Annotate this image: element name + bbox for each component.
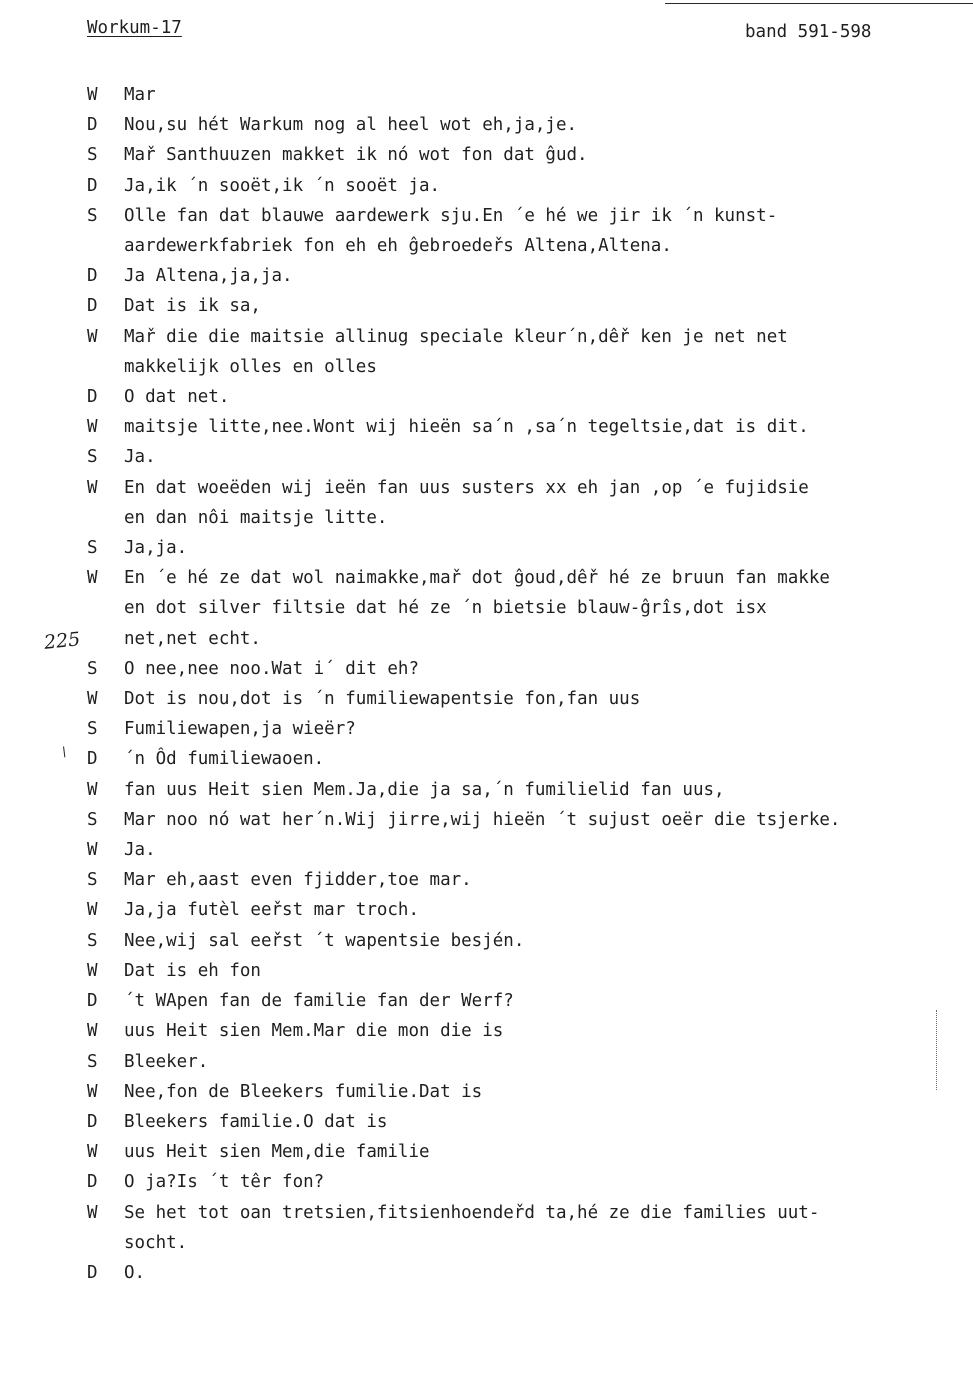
transcript-line [87,956,967,986]
utterance: Bleekers familie.O dat is [124,1111,388,1132]
speaker-code: D [87,387,98,408]
speaker-code: W [87,900,98,921]
transcript-line [87,684,967,714]
speaker-code: W [87,689,98,710]
transcript-line [87,110,967,140]
transcript-line [87,442,967,472]
utterance: uus Heit sien Mem,die familie [124,1142,430,1163]
transcript-line [87,1167,967,1197]
utterance: ´n Ôd fumiliewaoen. [124,749,325,770]
utterance: Se het tot oan tretsien,fitsienhoendeřd ta,hé ze die families uut- socht. [124,1202,820,1253]
transcript-line [87,563,967,654]
utterance: En dat woeëden wij ieën fan uus susters xx eh jan ,op ´e fujidsie en dan nôi maitsje litte. [124,477,809,528]
utterance: Bleeker. [124,1051,209,1072]
speaker-code: D [87,749,98,770]
speaker-code: D [87,296,98,317]
speaker-code: W [87,1202,98,1223]
transcript-line [87,835,967,865]
margin-note-counter: 225 [42,628,82,654]
transcript-line [87,322,967,382]
transcript-line [87,261,967,291]
transcript-line [87,473,967,533]
speaker-code: S [87,930,98,951]
transcript-line [87,654,967,684]
utterance: Dat is eh fon [124,960,261,981]
utterance: O ja?Is ´t têr fon? [124,1172,325,1193]
speaker-code: D [87,1262,98,1283]
utterance: Ja. [124,447,156,468]
utterance: Olle fan dat blauwe aardewerk sju.En ´e hé we jir ik ´n kunst- aardewerkfabriek fon eh eh ĝebroedeřs Altena,Altena. [124,205,778,257]
utterance: Dot is nou,dot is ´n fumiliewapentsie fon,fan uus [124,689,641,710]
transcript-line [87,140,967,170]
transcript-line [87,1258,967,1288]
transcript-line [87,533,967,563]
transcript-line [87,291,967,321]
speaker-code: W [87,1081,98,1102]
transcript-line [87,171,967,201]
utterance: Ja,ik ´n sooët,ik ´n sooët ja. [124,175,441,196]
transcript-line [87,382,967,412]
utterance: Mar noo nó wat her´n.Wij jirre,wij hieën ´t sujust oeër die tsjerke. [124,809,841,830]
transcript-line [87,744,967,774]
transcript-line [87,986,967,1016]
document-id: Workum-17 [87,18,182,38]
transcript-line [87,805,967,835]
utterance: Ja,ja futèl eeřst mar troch. [124,900,420,921]
utterance: Mar eh,aast even fjidder,toe mar. [124,870,472,891]
transcript-line [87,895,967,925]
speaker-code: D [87,115,98,136]
speaker-code: W [87,960,98,981]
utterance: Ja. [124,840,156,861]
speaker-code: D [87,991,98,1012]
speaker-code: S [87,870,98,891]
speaker-code: D [87,175,98,196]
speaker-code: S [87,1051,98,1072]
utterance: Mař Santhuuzen makket ik nó wot fon dat ĝud. [124,145,588,166]
utterance: fan uus Heit sien Mem.Ja,die ja sa,´n fumilielid fan uus, [124,779,725,800]
speaker-code: W [87,568,98,589]
transcript-line [87,1016,967,1046]
speaker-code: W [87,85,98,105]
speaker-code: W [87,477,98,498]
utterance: O. [124,1262,146,1283]
transcript-line [87,1077,967,1107]
utterance: Dat is ik sa, [124,296,261,317]
speaker-code: W [87,1142,98,1163]
utterance: Ja Altena,ja,ja. [124,266,293,287]
speaker-code: S [87,658,98,679]
utterance: Nee,fon de Bleekers fumilie.Dat is [124,1081,483,1102]
transcript-line [87,412,967,442]
speaker-code: W [87,326,98,347]
top-rule [665,3,973,4]
utterance: Nee,wij sal eeřst ´t wapentsie besjén. [124,930,525,951]
speaker-code: W [87,779,98,800]
transcript-line [87,1047,967,1077]
utterance: uus Heit sien Mem.Mar die mon die is [124,1021,504,1042]
transcript-line [87,714,967,744]
utterance: Mař die die maitsie allinug speciale kleur´n,dêř ken je net net makkelijk olles en olles [124,326,788,377]
speaker-code: W [87,417,98,438]
utterance: Mar [124,85,156,105]
utterance: Nou,su hét Warkum nog al heel wot eh,ja,je. [124,115,578,136]
transcript-line [87,1198,967,1258]
utterance: ´t WApen fan de familie fan der Werf? [124,991,514,1012]
margin-tick-mark: \ [62,745,67,760]
speaker-code: S [87,538,98,559]
transcript-line [87,1107,967,1137]
edge-specks [936,1010,947,1090]
utterance: O nee,nee noo.Wat i´ dit eh? [124,658,420,679]
transcript-line [87,1137,967,1167]
transcript-line [87,80,967,110]
speaker-code: D [87,266,98,287]
speaker-code: W [87,840,98,861]
transcript [87,80,967,1288]
speaker-code: S [87,145,98,166]
speaker-code: S [87,809,98,830]
transcript-line [87,201,967,261]
speaker-code: S [87,719,98,740]
speaker-code: D [87,1172,98,1193]
speaker-code: S [87,447,98,468]
tape-reference: band 591-598 [745,22,872,42]
utterance: En ´e hé ze dat wol naimakke,mař dot ĝoud,dêř hé ze bruun fan makke en dot silver filtsie dat hé ze ´n bietsie blauw-ĝrîs,dot isx net,net echt. [124,568,830,649]
speaker-code: D [87,1111,98,1132]
utterance: Ja,ja. [124,538,188,559]
speaker-code: W [87,1021,98,1042]
transcript-line [87,775,967,805]
utterance: Fumiliewapen,ja wieër? [124,719,356,740]
utterance: maitsje litte,nee.Wont wij hieën sa´n ,sa´n tegeltsie,dat is dit. [124,417,809,438]
utterance: O dat net. [124,387,230,408]
transcript-line [87,926,967,956]
speaker-code: S [87,205,98,226]
transcript-line [87,865,967,895]
